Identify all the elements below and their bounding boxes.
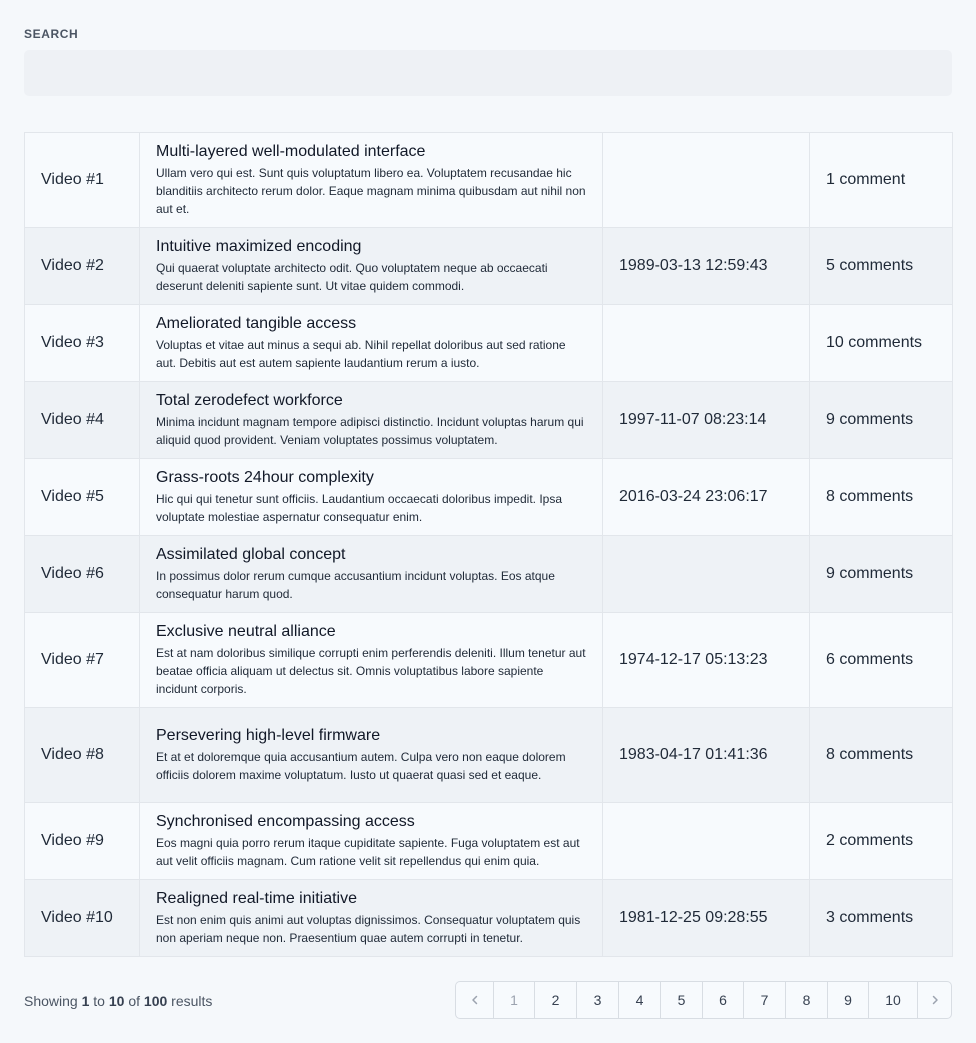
video-date bbox=[603, 536, 810, 613]
video-comments: 1 comment bbox=[810, 133, 953, 228]
table-row[interactable] bbox=[25, 708, 953, 803]
table-row[interactable] bbox=[25, 613, 953, 708]
video-date: 2016-03-24 23:06:17 bbox=[603, 459, 810, 536]
video-title: Persevering high-level firmware bbox=[156, 727, 381, 744]
video-info bbox=[140, 133, 603, 228]
total-results: 100 bbox=[143, 993, 168, 1009]
video-name: Video #9 bbox=[25, 803, 140, 880]
page-9-button[interactable]: 9 bbox=[827, 982, 868, 1018]
table-row[interactable] bbox=[25, 133, 953, 228]
video-name: Video #6 bbox=[25, 536, 140, 613]
video-date bbox=[603, 305, 810, 382]
page-10-button[interactable]: 10 bbox=[868, 982, 917, 1018]
video-date: 1989-03-13 12:59:43 bbox=[603, 228, 810, 305]
table-row[interactable] bbox=[25, 305, 953, 382]
video-description: Est non enim quis animi aut voluptas dignissimos. Consequatur voluptatem quis non aperiam neque non. Praesentium quae autem corrupti in tenetur. bbox=[156, 913, 581, 945]
video-name: Video #1 bbox=[25, 133, 140, 228]
video-name: Video #2 bbox=[25, 228, 140, 305]
video-name: Video #10 bbox=[25, 880, 140, 957]
page-1-button[interactable]: 1 bbox=[493, 982, 534, 1018]
video-title: Synchronised encompassing access bbox=[156, 813, 415, 830]
video-info bbox=[140, 708, 603, 803]
table-row[interactable] bbox=[25, 803, 953, 880]
video-name: Video #8 bbox=[25, 708, 140, 803]
video-description: Hic qui qui tenetur sunt officiis. Laudantium occaecati doloribus impedit. Ipsa voluptate molestiae aspernatur consequatur enim. bbox=[156, 492, 563, 524]
video-title: Total zerodefect workforce bbox=[156, 392, 343, 409]
table-row[interactable] bbox=[25, 880, 953, 957]
video-name: Video #4 bbox=[25, 382, 140, 459]
video-info bbox=[140, 880, 603, 957]
video-title: Assimilated global concept bbox=[156, 546, 346, 563]
page-2-button[interactable]: 2 bbox=[534, 982, 576, 1018]
table-row[interactable] bbox=[25, 459, 953, 536]
previous-page-button[interactable] bbox=[456, 982, 493, 1018]
video-title: Realigned real-time initiative bbox=[156, 890, 357, 907]
page-4-button[interactable]: 4 bbox=[618, 982, 660, 1018]
video-comments: 10 comments bbox=[810, 305, 953, 382]
page-6-button[interactable]: 6 bbox=[702, 982, 743, 1018]
video-info bbox=[140, 613, 603, 708]
page-7-button[interactable]: 7 bbox=[743, 982, 785, 1018]
video-description: Minima incidunt magnam tempore adipisci distinctio. Incidunt voluptas harum qui aliquid quod provident. Veniam voluptates possimus voluptatem. bbox=[156, 415, 584, 447]
video-date: 1974-12-17 05:13:23 bbox=[603, 613, 810, 708]
video-date: 1981-12-25 09:28:55 bbox=[603, 880, 810, 957]
video-description: Eos magni quia porro rerum itaque cupiditate sapiente. Fuga voluptatem est aut aut velit officiis magnam. Cum ratione velit sit repellendus qui enim quia. bbox=[156, 836, 580, 868]
table-row[interactable] bbox=[25, 536, 953, 613]
video-title: Multi-layered well-modulated interface bbox=[156, 143, 426, 160]
video-name: Video #7 bbox=[25, 613, 140, 708]
video-comments: 6 comments bbox=[810, 613, 953, 708]
video-info bbox=[140, 536, 603, 613]
video-info bbox=[140, 459, 603, 536]
video-description: Est at nam doloribus similique corrupti enim perferendis deleniti. Illum tenetur aut beatae officia aliquam ut delectus sit. Omnis voluptatibus labore sapiente incidunt corporis. bbox=[156, 646, 586, 696]
pagination bbox=[455, 981, 952, 1019]
results-summary bbox=[24, 993, 212, 1009]
video-title: Intuitive maximized encoding bbox=[156, 238, 362, 255]
video-name: Video #5 bbox=[25, 459, 140, 536]
showing-label: Showing bbox=[24, 993, 78, 1009]
video-info bbox=[140, 803, 603, 880]
table-row[interactable] bbox=[25, 382, 953, 459]
search-label: SEARCH bbox=[24, 27, 79, 41]
video-comments: 9 comments bbox=[810, 382, 953, 459]
chevron-right-icon bbox=[929, 994, 941, 1006]
video-description: Qui quaerat voluptate architecto odit. Quo voluptatem neque ab occaecati deserunt deleniti sapiente sunt. Ut vitae quidem commodi. bbox=[156, 261, 548, 293]
video-date: 1983-04-17 01:41:36 bbox=[603, 708, 810, 803]
video-comments: 8 comments bbox=[810, 459, 953, 536]
video-info bbox=[140, 305, 603, 382]
video-info bbox=[140, 228, 603, 305]
search-input[interactable] bbox=[24, 50, 952, 96]
video-title: Grass-roots 24hour complexity bbox=[156, 469, 374, 486]
video-comments: 3 comments bbox=[810, 880, 953, 957]
video-description: In possimus dolor rerum cumque accusantium incidunt voluptas. Eos atque consequatur harum quod. bbox=[156, 569, 555, 601]
video-description: Voluptas et vitae aut minus a sequi ab. Nihil repellat doloribus aut sed ratione aut. Debitis aut est autem sapiente laudantium rerum a iusto. bbox=[156, 338, 566, 370]
next-page-button[interactable] bbox=[917, 982, 951, 1018]
video-title: Ameliorated tangible access bbox=[156, 315, 357, 332]
video-description: Ullam vero qui est. Sunt quis voluptatum libero ea. Voluptatem recusandae hic blanditiis architecto rerum dolor. Eaque magnam minima quibusdam aut nihil non aut et. bbox=[156, 166, 586, 216]
page-3-button[interactable]: 3 bbox=[576, 982, 618, 1018]
page-5-button[interactable]: 5 bbox=[660, 982, 702, 1018]
video-title: Exclusive neutral alliance bbox=[156, 623, 336, 640]
video-description: Et at et doloremque quia accusantium autem. Culpa vero non eaque dolorem officiis dolorem maxime voluptatum. Iusto ut quaerat quasi sed et eaque. bbox=[156, 750, 566, 782]
chevron-left-icon bbox=[469, 994, 481, 1006]
video-date: 1997-11-07 08:23:14 bbox=[603, 382, 810, 459]
video-date bbox=[603, 133, 810, 228]
video-date bbox=[603, 803, 810, 880]
video-comments: 9 comments bbox=[810, 536, 953, 613]
range-from: 1 bbox=[81, 993, 90, 1009]
video-name: Video #3 bbox=[25, 305, 140, 382]
page-8-button[interactable]: 8 bbox=[785, 982, 827, 1018]
results-label: results bbox=[171, 993, 213, 1009]
range-to: 10 bbox=[108, 993, 125, 1009]
videos-table bbox=[24, 132, 953, 957]
video-comments: 5 comments bbox=[810, 228, 953, 305]
video-comments: 8 comments bbox=[810, 708, 953, 803]
of-label: of bbox=[128, 993, 141, 1009]
video-comments: 2 comments bbox=[810, 803, 953, 880]
to-label: to bbox=[93, 993, 105, 1009]
table-row[interactable] bbox=[25, 228, 953, 305]
video-info bbox=[140, 382, 603, 459]
